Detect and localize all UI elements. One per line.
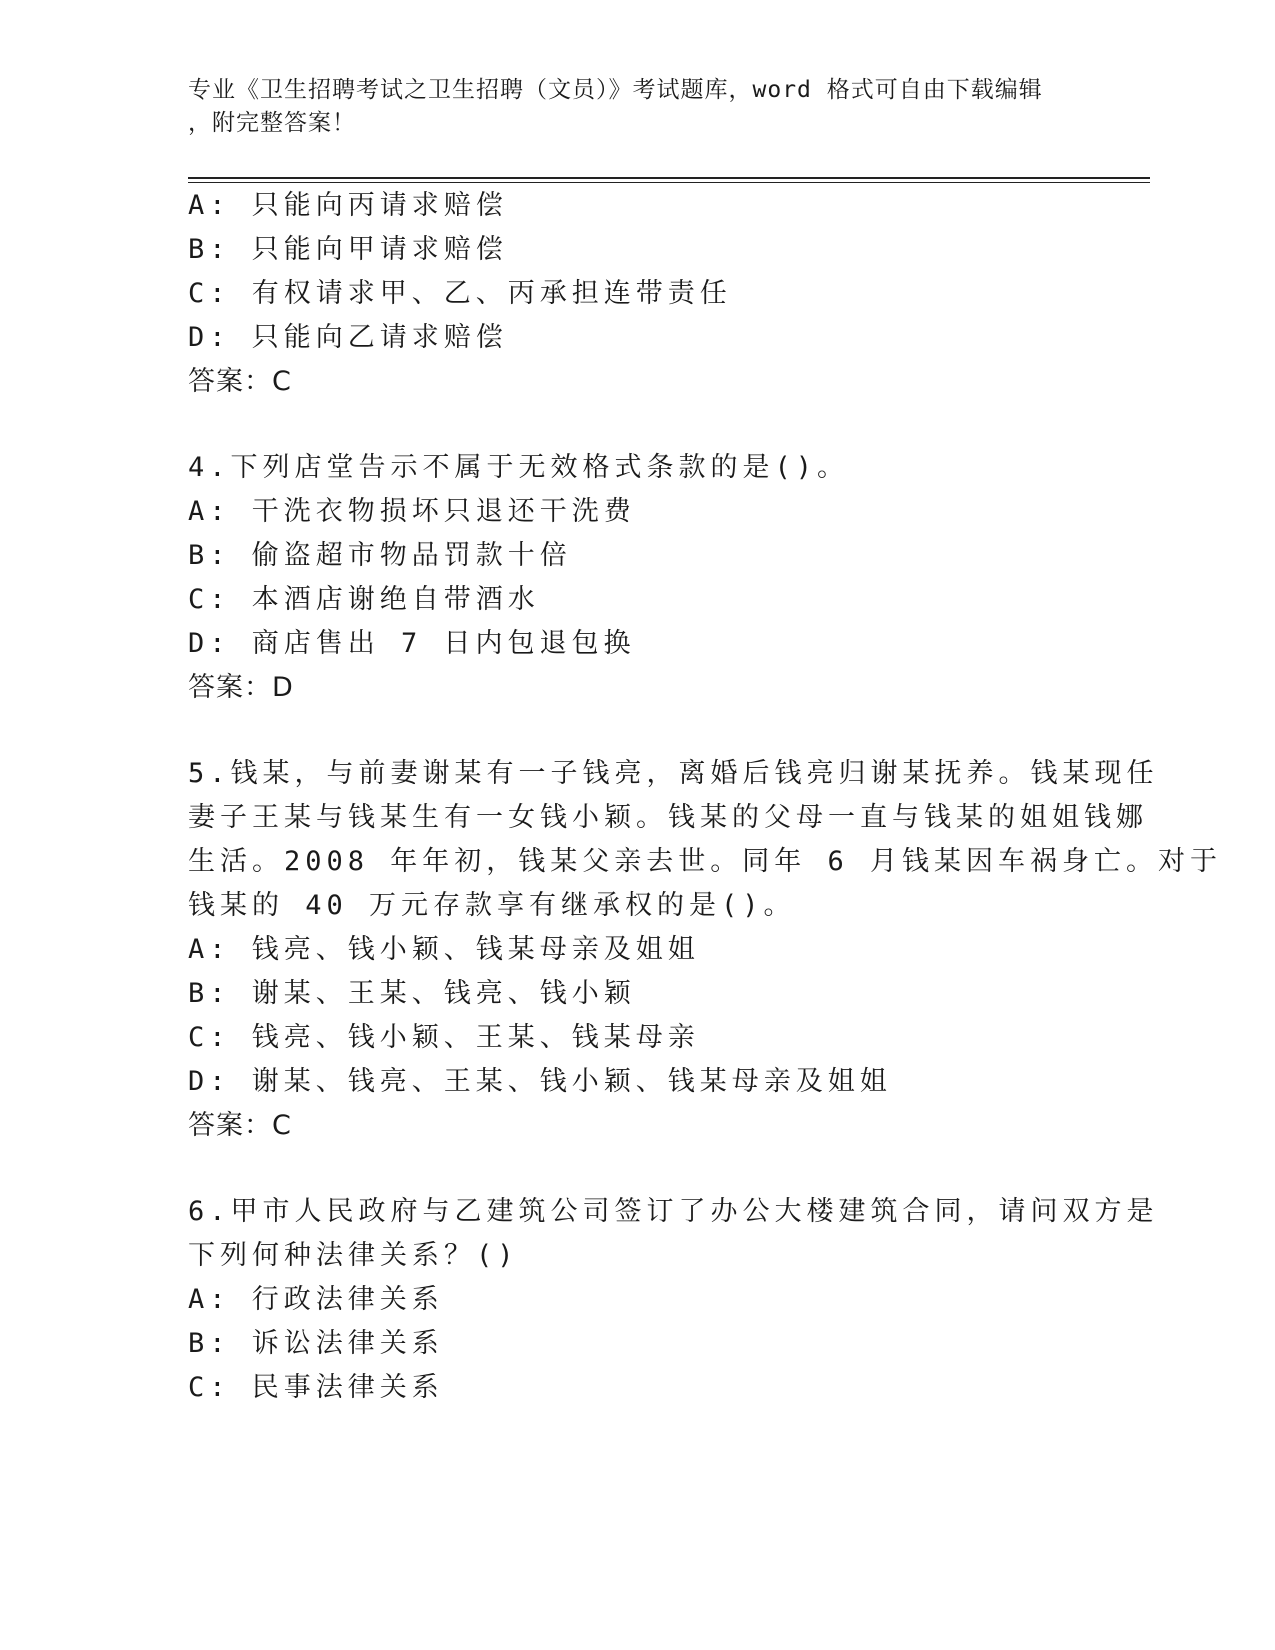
q3-option-a: A: 只能向丙请求赔偿 xyxy=(188,190,508,221)
header-divider-thick xyxy=(188,177,1150,179)
q3-answer: 答案：C xyxy=(188,366,292,397)
q5-option-b: B: 谢某、王某、钱亮、钱小颖 xyxy=(188,978,636,1009)
q5-question-line3: 生活。2008 年年初，钱某父亲去世。同年 6 月钱某因车祸身亡。对于 xyxy=(188,846,1223,877)
q3-option-c: C: 有权请求甲、乙、丙承担连带责任 xyxy=(188,278,732,309)
q4-answer: 答案：D xyxy=(188,672,294,703)
document-header xyxy=(188,74,1068,140)
q6-question-line1: 6.甲市人民政府与乙建筑公司签订了办公大楼建筑合同，请问双方是 xyxy=(188,1196,1159,1227)
q4-question: 4.下列店堂告示不属于无效格式条款的是()。 xyxy=(188,452,850,483)
q4-option-b: B: 偷盗超市物品罚款十倍 xyxy=(188,540,572,571)
q6-option-c: C: 民事法律关系 xyxy=(188,1372,444,1403)
q6-option-a: A: 行政法律关系 xyxy=(188,1284,444,1315)
q3-option-d: D: 只能向乙请求赔偿 xyxy=(188,322,508,353)
q5-question-line2: 妻子王某与钱某生有一女钱小颖。钱某的父母一直与钱某的姐姐钱娜 xyxy=(188,802,1148,833)
q4-option-d: D: 商店售出 7 日内包退包换 xyxy=(188,628,636,659)
q4-option-c: C: 本酒店谢绝自带酒水 xyxy=(188,584,540,615)
q5-option-a: A: 钱亮、钱小颖、钱某母亲及姐姐 xyxy=(188,934,700,965)
q3-option-b: B: 只能向甲请求赔偿 xyxy=(188,234,508,265)
header-title-line2: ，附完整答案！ xyxy=(188,110,356,136)
q5-option-c: C: 钱亮、钱小颖、王某、钱某母亲 xyxy=(188,1022,700,1053)
q6-question-line2: 下列何种法律关系？() xyxy=(188,1240,519,1271)
q5-question-line4: 钱某的 40 万元存款享有继承权的是()。 xyxy=(188,890,796,921)
header-divider-thin xyxy=(188,182,1150,183)
header-title-line1: 专业《卫生招聘考试之卫生招聘（文员）》考试题库，word 格式可自由下载编辑 xyxy=(188,77,1043,103)
q5-question-line1: 5.钱某，与前妻谢某有一子钱亮，离婚后钱亮归谢某抚养。钱某现任 xyxy=(188,758,1159,789)
q6-option-b: B: 诉讼法律关系 xyxy=(188,1328,444,1359)
q5-option-d: D: 谢某、钱亮、王某、钱小颖、钱某母亲及姐姐 xyxy=(188,1066,892,1097)
q4-option-a: A: 干洗衣物损坏只退还干洗费 xyxy=(188,496,636,527)
q5-answer: 答案：C xyxy=(188,1110,292,1141)
